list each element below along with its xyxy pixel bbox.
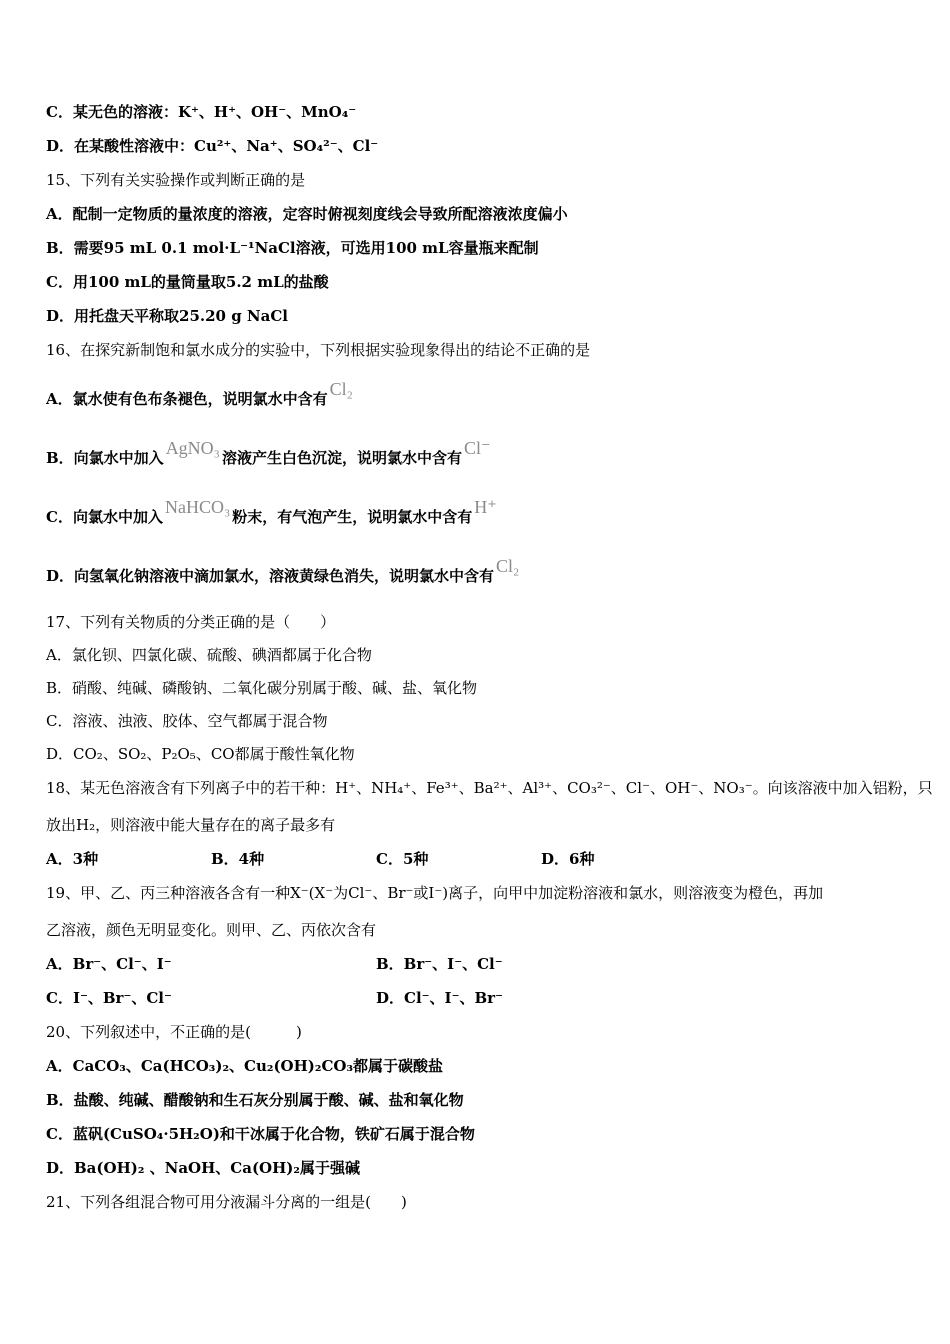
- question-18-option-b: B．4种: [211, 850, 265, 868]
- option-text: D．向氢氧化钠溶液中滴加氯水，溶液黄绿色消失，说明氯水中含有: [46, 567, 495, 585]
- question-21-stem: 21、下列各组混合物可用分液漏斗分离的一组是( ): [46, 1193, 407, 1211]
- question-18-option-d: D．6种: [541, 850, 595, 868]
- question-17-option-d: D．CO₂、SO₂、P₂O₅、CO都属于酸性氧化物: [46, 745, 355, 763]
- option-text: B．向氯水中加入: [46, 449, 164, 467]
- question-19-stem-line-2: 乙溶液，颜色无明显变化。则甲、乙、丙依次含有: [46, 921, 377, 939]
- question-19-option-a: A．Br⁻、Cl⁻、I⁻: [46, 955, 172, 973]
- question-18-stem-line-2: 放出H₂，则溶液中能大量存在的离子最多有: [46, 816, 336, 834]
- formula-image: AgNO₃: [165, 438, 220, 458]
- question-18-stem-line-1: 18、某无色溶液含有下列离子中的若干种：H⁺、NH₄⁺、Fe³⁺、Ba²⁺、Al³⁺、CO₃²⁻、Cl⁻、OH⁻、NO₃⁻。向该溶液中加入铝粉，只: [46, 779, 933, 797]
- question-19-option-c: C．I⁻、Br⁻、Cl⁻: [46, 989, 172, 1007]
- question-20-option-c: C．蓝矾(CuSO₄·5H₂O)和干冰属于化合物，铁矿石属于混合物: [46, 1125, 475, 1143]
- formula-image: Cl⁻: [463, 438, 491, 458]
- question-17-option-b: B．硝酸、纯碱、磷酸钠、二氧化碳分别属于酸、碱、盐、氧化物: [46, 679, 478, 697]
- question-14-option-d: D．在某酸性溶液中：Cu²⁺、Na⁺、SO₄²⁻、Cl⁻: [46, 137, 379, 155]
- question-20-option-b: B．盐酸、纯碱、醋酸钠和生石灰分别属于酸、碱、盐和氧化物: [46, 1091, 464, 1109]
- question-18-option-a: A．3种: [46, 850, 99, 868]
- question-19-option-b: B．Br⁻、I⁻、Cl⁻: [376, 955, 503, 973]
- question-15-option-d: D．用托盘天平称取25.20 g NaCl: [46, 307, 288, 325]
- option-text: 粉末，有气泡产生，说明氯水中含有: [232, 508, 473, 526]
- question-17-option-a: A．氯化钡、四氯化碳、硫酸、碘酒都属于化合物: [46, 646, 372, 664]
- option-text: A．氯水使有色布条褪色，说明氯水中含有: [46, 390, 328, 408]
- question-15-stem: 15、下列有关实验操作或判断正确的是: [46, 171, 306, 189]
- question-20-option-a: A．CaCO₃、Ca(HCO₃)₂、Cu₂(OH)₂CO₃都属于碳酸盐: [46, 1057, 444, 1075]
- question-18-option-c: C．5种: [376, 850, 429, 868]
- question-16-option-d: [46, 556, 521, 586]
- question-20-option-d: D．Ba(OH)₂ 、NaOH、Ca(OH)₂属于强碱: [46, 1159, 360, 1177]
- question-16-option-b: [46, 438, 493, 468]
- question-15-option-c: C．用100 mL的量筒量取5.2 mL的盐酸: [46, 273, 329, 291]
- question-16-option-a: [46, 379, 355, 409]
- question-16-option-c: [46, 497, 499, 527]
- question-17-stem: 17、下列有关物质的分类正确的是（ ）: [46, 613, 336, 631]
- question-16-stem: 16、在探究新制饱和氯水成分的实验中，下列根据实验现象得出的结论不正确的是: [46, 341, 591, 359]
- formula-image: NaHCO₃: [164, 497, 231, 517]
- question-17-option-c: C．溶液、浊液、胶体、空气都属于混合物: [46, 712, 328, 730]
- question-20-stem: 20、下列叙述中，不正确的是( ): [46, 1023, 302, 1041]
- question-19-stem-line-1: 19、甲、乙、丙三种溶液各含有一种X⁻(X⁻为Cl⁻、Br⁻或I⁻)离子，向甲中加淀粉溶液和氯水，则溶液变为橙色，再加: [46, 884, 824, 902]
- formula-image: Cl₂: [496, 556, 520, 576]
- option-text: C．向氯水中加入: [46, 508, 163, 526]
- formula-image: H⁺: [474, 497, 497, 517]
- formula-image: Cl₂: [329, 379, 353, 399]
- question-15-option-b: B．需要95 mL 0.1 mol·L⁻¹NaCl溶液，可选用100 mL容量瓶来配制: [46, 239, 539, 257]
- question-19-option-d: D．Cl⁻、I⁻、Br⁻: [376, 989, 503, 1007]
- question-14-option-c: C．某无色的溶液：K⁺、H⁺、OH⁻、MnO₄⁻: [46, 103, 357, 121]
- question-15-option-a: A．配制一定物质的量浓度的溶液，定容时俯视刻度线会导致所配溶液浓度偏小: [46, 205, 568, 223]
- option-text: 溶液产生白色沉淀，说明氯水中含有: [221, 449, 462, 467]
